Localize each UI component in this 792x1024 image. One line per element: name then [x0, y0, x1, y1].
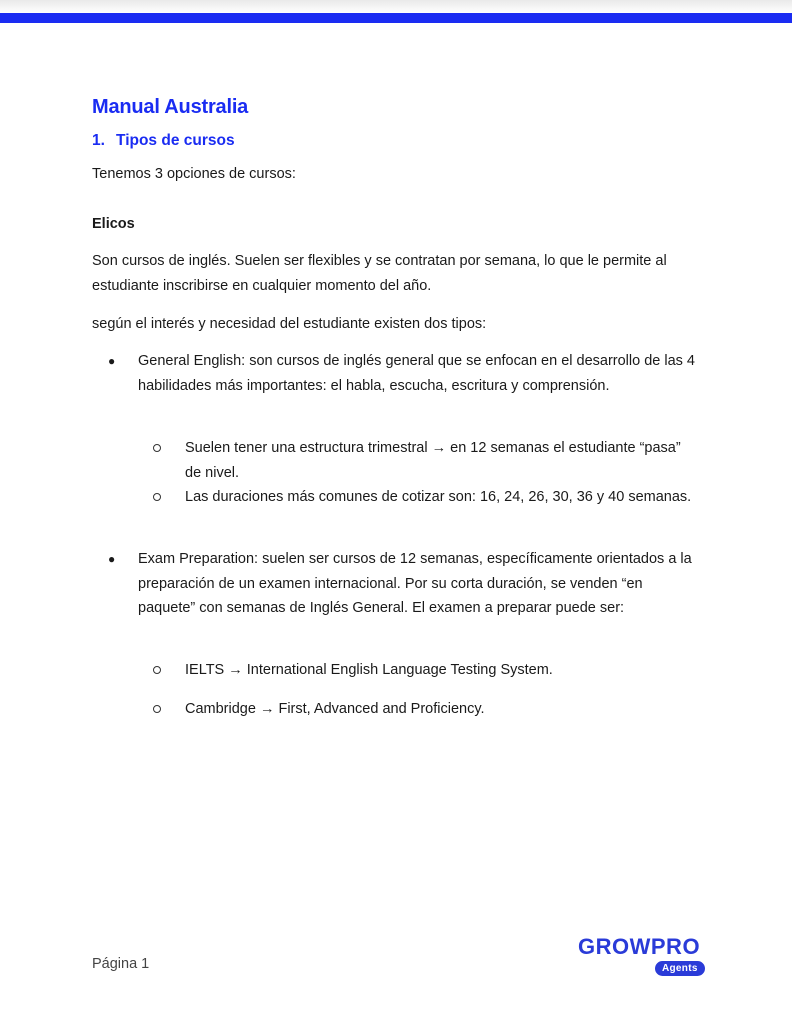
sub-list-item-text: IELTS → International English Language Testing System.	[185, 662, 553, 678]
intro-paragraph: Tenemos 3 opciones de cursos:	[92, 166, 296, 182]
circle-bullet-icon	[153, 705, 161, 713]
sub-list-item-text: Las duraciones más comunes de cotizar son: 16, 24, 26, 30, 36 y 40 semanas.	[185, 489, 692, 505]
growpro-logo	[578, 934, 706, 980]
sub-list-item-text: Cambridge → First, Advanced and Proficiency.	[185, 701, 485, 717]
logo-badge: Agents	[655, 961, 705, 976]
document-title: Manual Australia	[92, 96, 249, 118]
page-number: Página 1	[92, 956, 150, 972]
header-accent-bar	[0, 13, 792, 23]
list-item-text: General English: son cursos de inglés general que se enfocan en el desarrollo de las 4 habilidades más importantes: el habla, escucha, escritura y comprensión.	[138, 353, 695, 394]
list-item-text: Exam Preparation: suelen ser cursos de 12 semanas, específicamente orientados a la preparación de un examen internacional. Por su corta duración, se venden “en paquete” con semanas de Inglés General. El examen a preparar puede ser:	[138, 551, 692, 616]
section-heading	[92, 132, 235, 150]
top-shadow	[0, 0, 792, 13]
subheading-elicos: Elicos	[92, 216, 135, 232]
sub-list-item-text: Suelen tener una estructura trimestral → en 12 semanas el estudiante “pasa” de nivel.	[185, 440, 681, 481]
circle-bullet-icon	[153, 444, 161, 452]
bullet-dot: ●	[108, 354, 116, 368]
logo-wordmark: GROWPRO	[578, 934, 701, 959]
circle-bullet-icon	[153, 666, 161, 674]
section-label: Tipos de cursos	[116, 132, 235, 149]
section-number: 1.	[92, 132, 105, 149]
paragraph-elicos: Son cursos de inglés. Suelen ser flexibles y se contratan por semana, lo que le permite al estudiante inscribirse en cualquier momento del año.	[92, 253, 667, 294]
circle-bullet-icon	[153, 493, 161, 501]
bullet-dot: ●	[108, 552, 116, 566]
paragraph-types: según el interés y necesidad del estudiante existen dos tipos:	[92, 316, 487, 332]
